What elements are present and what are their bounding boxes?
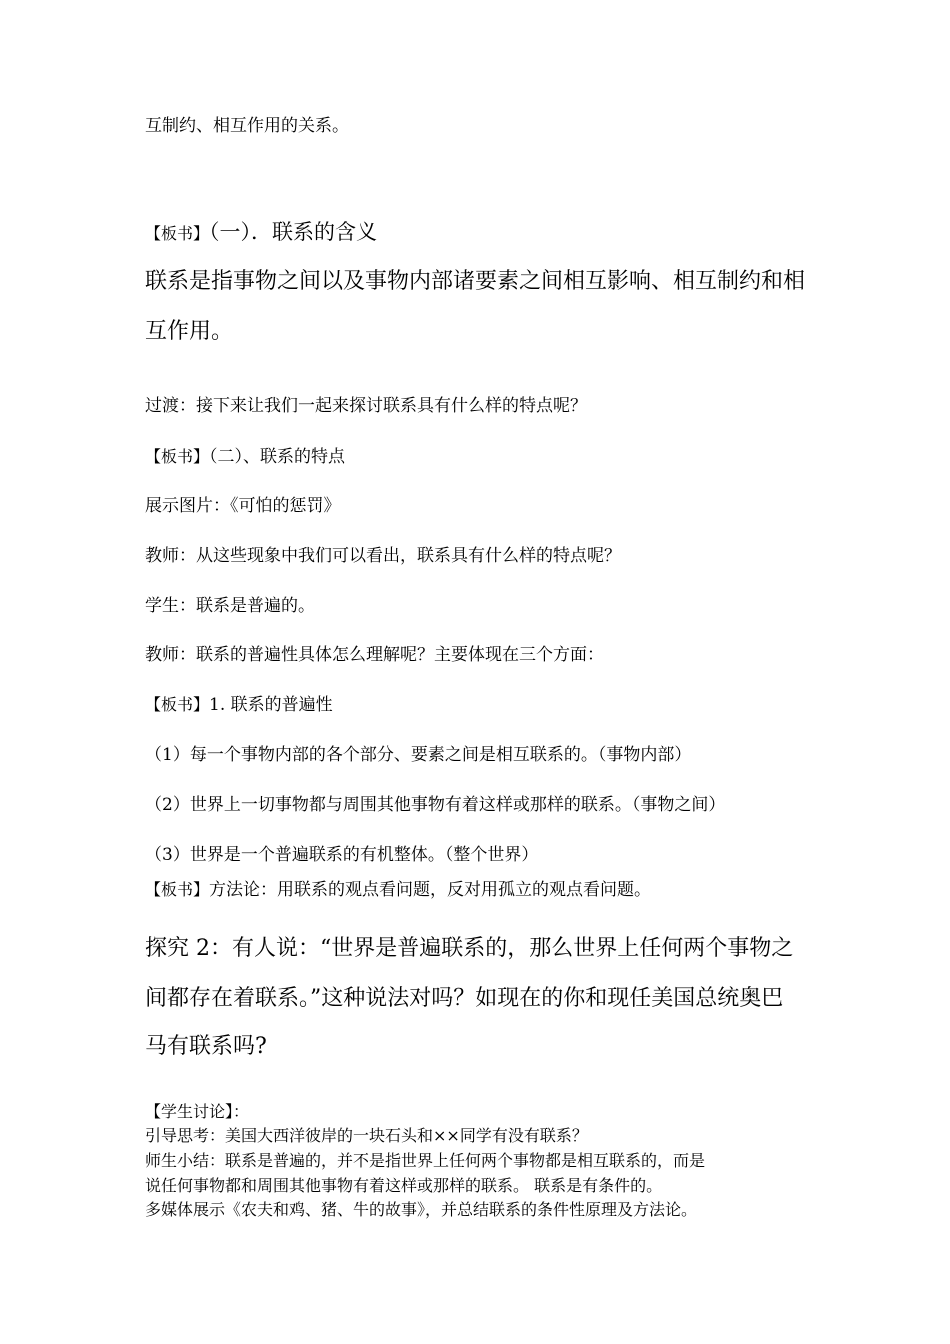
paragraph-line: 马有联系吗? <box>145 1034 267 1059</box>
paragraph-line: 展示图片：《可怕的惩罚》 <box>145 496 341 516</box>
board-tag: 【板书】 <box>145 447 210 466</box>
heading-universality: 【板书】1. 联系的普遍性 <box>145 695 333 715</box>
paragraph-line: 互作用。 <box>145 319 234 344</box>
paragraph-line: 教师：联系的普遍性具体怎么理解呢？主要体现在三个方面： <box>145 645 604 665</box>
list-item: （1）每一个事物内部的各个部分、要素之间是相互联系的。（事物内部） <box>145 745 692 765</box>
board-tag: 【板书】 <box>145 880 210 899</box>
paragraph-line: 互制约、相互作用的关系。 <box>145 116 349 136</box>
paragraph-line: 师生小结：联系是普遍的，并不是指世界上任何两个事物都是相互联系的，而是 <box>145 1151 706 1170</box>
paragraph-line: 学生：联系是普遍的。 <box>145 596 315 616</box>
paragraph-line: 【学生讨论】： <box>145 1102 250 1121</box>
methodology-line: 【板书】方法论：用联系的观点看问题，反对用孤立的观点看问题。 <box>145 880 652 900</box>
paragraph-line: 多媒体展示《农夫和鸡、猪、牛的故事》，并总结联系的条件性原理及方法论。 <box>145 1200 698 1219</box>
paragraph-line: 间都存在着联系。”这种说法对吗？如现在的你和现任美国总统奥巴 <box>145 986 784 1011</box>
board-tag: 【板书】 <box>145 224 210 243</box>
paragraph-line: 联系是指事物之间以及事物内部诸要素之间相互影响、相互制约和相 <box>145 269 806 294</box>
paragraph-line: 教师：从这些现象中我们可以看出，联系具有什么样的特点呢？ <box>145 546 621 566</box>
paragraph-line: 说任何事物都和周围其他事物有着这样或那样的联系。 联系是有条件的。 <box>145 1176 663 1195</box>
list-item: （3）世界是一个普遍联系的有机整体。（整个世界） <box>145 845 539 865</box>
paragraph-line: 引导思考：美国大西洋彼岸的一块石头和××同学有没有联系？ <box>145 1126 588 1145</box>
board-tag: 【板书】 <box>145 695 210 714</box>
paragraph-line: 过渡：接下来让我们一起来探讨联系具有什么样的特点呢？ <box>145 396 587 416</box>
heading-contact-meaning: 【板书】（一）．联系的含义 <box>145 220 378 244</box>
heading-contact-features: 【板书】（二）、联系的特点 <box>145 447 346 467</box>
list-item: （2）世界上一切事物都与周围其他事物有着这样或那样的联系。（事物之间） <box>145 795 726 815</box>
paragraph-line: 探究 2：有人说：“世界是普遍联系的，那么世界上任何两个事物之 <box>145 936 794 961</box>
